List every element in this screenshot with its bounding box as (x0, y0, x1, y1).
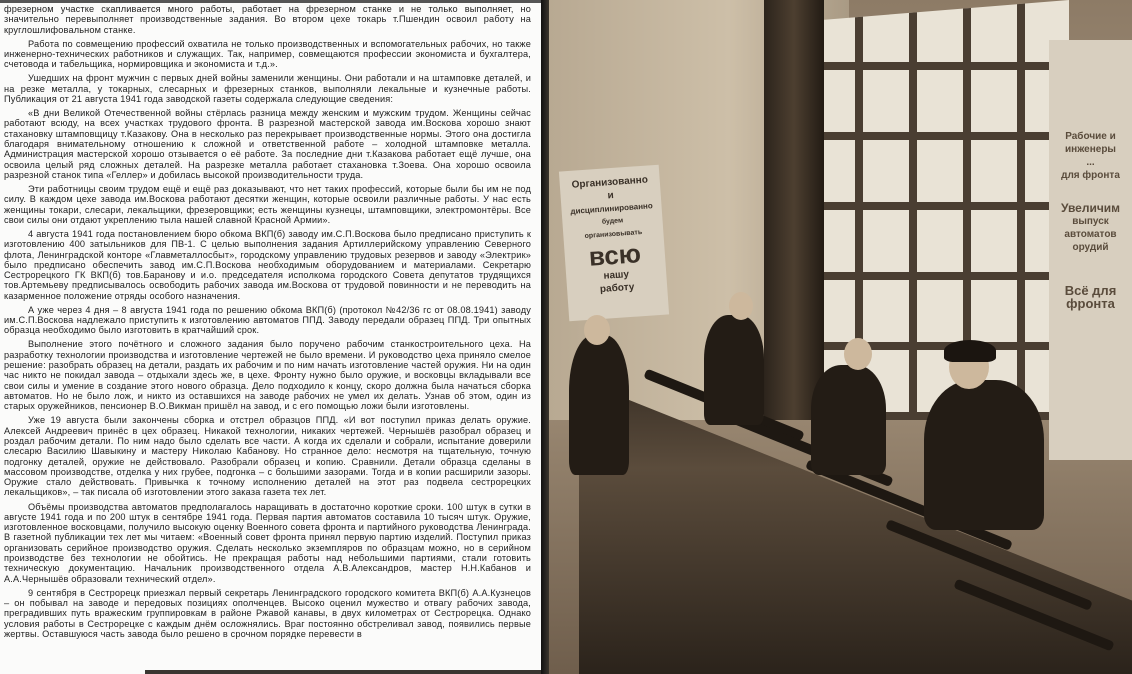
book-page-left (0, 0, 541, 674)
poster-line: работу (599, 281, 635, 296)
poster-line: инженеры (1065, 144, 1116, 155)
poster-line: организовывать (584, 229, 643, 241)
poster-line: и (607, 189, 615, 202)
poster-line: будем (601, 217, 624, 226)
paragraph: фрезерном участке скапливается много работы, работает на фрезерном станке и не только выполняет, но значительно перевыполняет производственные задания. Во втором цехе токарь т.Пшендин освоил работу на круглошлифовальном станке. (4, 4, 531, 35)
page-bottom-edge (145, 670, 541, 674)
poster-line: ... (1086, 157, 1095, 168)
paragraph: «В дни Великой Отечественной войны стёрлась разница между женским и мужским трудом. Женщины сейчас работают всюду, на всех участках трудового фронта. В разрезной мастерской завода им.Воскова хорошо знают стахановку штамповщицу т.Казакову. Она в несколько раз перекрывает производственные нормы. Этого она достигла благодаря внимательному отношению к сложной и ответственной работе – холодной штамповке металла. Администрация мастерской хорошо отзывается о её работе. За последние дни т.Казакова работает ещё лучше, она освоила целый ряд сложных деталей. На разрезке металла работает стахановка т.Зоева. Она хорошо освоила разрезной станок типа «Геллер» и добилась высокой производительности труда. (4, 108, 531, 180)
poster-line: для фронта (1061, 170, 1120, 181)
worker-figure (924, 380, 1044, 530)
page-top-edge (0, 0, 541, 3)
worker-head (844, 338, 872, 370)
poster-line: орудий (1072, 242, 1109, 253)
paragraph: Уже 19 августа были закончены сборка и отстрел образцов ППД. «И вот поступил приказ делать оружие. Алексей Андреевич принёс в цех образец. Никакой технологии, никаких чертежей. Чернышёв разобрал образец и роздал рабочим детали. По ним надо было сделать все части. А когда их сделали и собрали, испытание доверили слесарю Василию Шавыкину и мастеру Николаю Кабанову. Но странное дело: несмотря на тщательную, точную подгонку деталей, оружие не действовало. Разобрали образец и копию. Сравнили. Детали образца сделаны в массовом производстве, отделка у них грубее, подгонка – с большими зазорами. Тогда и в копии расширили зазоры. Оружие стало действовать. Привычка к точному исполнению деталей на этот раз подвела сестрорецких лекальщиков», – так писала об изготовлении этого заказа газета тех лет. (4, 415, 531, 498)
poster-line: Рабочие и (1065, 131, 1116, 142)
paragraph: Эти работницы своим трудом ещё и ещё раз доказывают, что нет таких профессий, которые были бы им не под силу. В каждом цехе завода им.Воскова работают десятки женщин, которые освоили различные работы. У нас есть женщины токари, слесари, лекальщики, фрезеровщики; есть женщины кузнецы, штамповщики, электромонтёры. Все свои силы они отдают укреплению тыла нашей славной Красной Армии». (4, 183, 531, 225)
poster-line: Организованно (571, 174, 649, 191)
paragraph: Выполнение этого почётного и сложного задания было поручено рабочим станкостроительного цеха. На разработку технологии производства и изготовление чертежей не было времени. И руководство цеха приняло смелое решение: разобрать образец на детали, раздать их рабочим и по ним начать изготовление частей оружия. Ни на один час никто не покидал завода – отдыхали здесь же, в цехе. Фронту нужно было оружие, и восковцы вкладывали все свои силы и умение в создание этого нового образца. Дело подходило к концу, скоро должна была начаться сборка автоматов. Но не было лож, и никто из оставшихся на заводе рабочих не умел их делать. Узнав об этом, один из старых оружейников, пенсионер В.О.Викман пришёл на завод, и с его помощью ложи были изготовлены. (4, 339, 531, 412)
paragraph: 9 сентября в Сестрорецк приезжал первый секретарь Ленинградского городского комитета ВКП(б) А.А.Кузнецов – он побывал на заводе и передовых позициях ополченцев. Высоко оценил мужество и отвагу рабочих завода, преградивших путь вражеским группировкам в районе Ржавой канавы, в двух километрах от Сестрорецка. Однако условия работы в Сестрорецке с каждым днём осложнялись. Враг постоянно обстреливал завод, появились первые жертвы. Оставшуюся часть завода было решено в срочном порядке перевести в (4, 587, 531, 639)
worker-figure (704, 315, 764, 425)
paragraph: 4 августа 1941 года постановлением бюро обкома ВКП(б) заводу им.С.П.Воскова было предписано приступить к изготовлению 400 затыльников для ПВ-1. С целью выполнения задания Артиллерийскому управлению Северного флота, Ленинградской конторе «Главметаллосбыт», городскому управлению трудовых резервов и заводу «Электрик» было предписано обеспечить завод им.С.П.Воскова необходимым оборудованием и материалами. Секретарю Сестрорецкого ГК ВКП(б) тов.Баранову и и.о. председателя исполкома городского Совета депутатов трудящихся тов.Артемьеву предписывалось освободить рабочих завода им.Воскова от трудовой повинности и не переводить на казарменное положение отряды особого назначения. (4, 228, 531, 301)
worker-head (584, 315, 610, 345)
poster-line: нашу (603, 269, 630, 282)
poster-left (559, 165, 669, 322)
poster-right (1049, 40, 1132, 460)
poster-line: всю (587, 238, 642, 272)
book-gutter (541, 0, 549, 674)
photo-curtain (764, 0, 824, 420)
paragraph: Объёмы производства автоматов предполагалось наращивать в достаточно короткие сроки. 100 штук в сутки в августе 1941 года и по 200 штук в сентябре 1941 года. Первая партия автоматов составила 10 тысяч штук. Оружие, изготовленное восковцами, получило высокую оценку Военного совета фронта и партийного руководства Ленинграда. В газетной публикации тех лет мы читаем: «Военный совет фронта принял первую партию изделий. Поступил приказ организовать серийное производство оружия. Сделать несколько экземпляров по образцам можно, но в серийном производстве без технологии не обойтись. Не прекращая работы над небольшими партиями, стали готовить техническую документацию. Начальник производственного отдела А.В.Александров, мастер Н.Н.Кабанов и А.А.Чернышёв образовали технический отдел». (4, 501, 531, 584)
paragraph: Работа по совмещению профессий охватила не только производственных и вспомогательных рабочих, но также инженерно-технических работников и служащих. Так, например, совмещаются профессии экономиста и бухгалтера, счетовода и табельщика, нормировщика и экономиста и т.д.». (4, 38, 531, 70)
poster-line: автоматов (1064, 229, 1117, 240)
worker-figure (811, 365, 886, 475)
poster-line: Увеличим (1060, 201, 1121, 215)
poster-line: дисциплинированно (570, 201, 654, 216)
worker-hat (944, 340, 996, 362)
body-text (4, 4, 531, 643)
poster-line: Всё для фронта (1064, 283, 1117, 311)
poster-line: выпуск (1072, 216, 1109, 227)
paragraph: А уже через 4 дня – 8 августа 1941 года по решению обкома ВКП(б) (протокол №42/36 гс от 08.08.1941) заводу им.С.П.Воскова надлежало приступить к изготовлению автоматов ППД. Заводу передали образец ППД. Три опытных образца необходимо было изготовить в кратчайший срок. (4, 304, 531, 336)
paragraph: Ушедших на фронт мужчин с первых дней войны заменили женщины. Они работали и на штамповке деталей, и на резке металла, у токарных, слесарных и фрезерных станков, выполняли лекальные и кузнечные работы. Публикация от 21 августа 1941 года заводской газеты содержала следующие сведения: (4, 73, 531, 104)
worker-figure (569, 335, 629, 475)
historical-photo-workshop (549, 0, 1132, 674)
worker-head (729, 292, 753, 320)
